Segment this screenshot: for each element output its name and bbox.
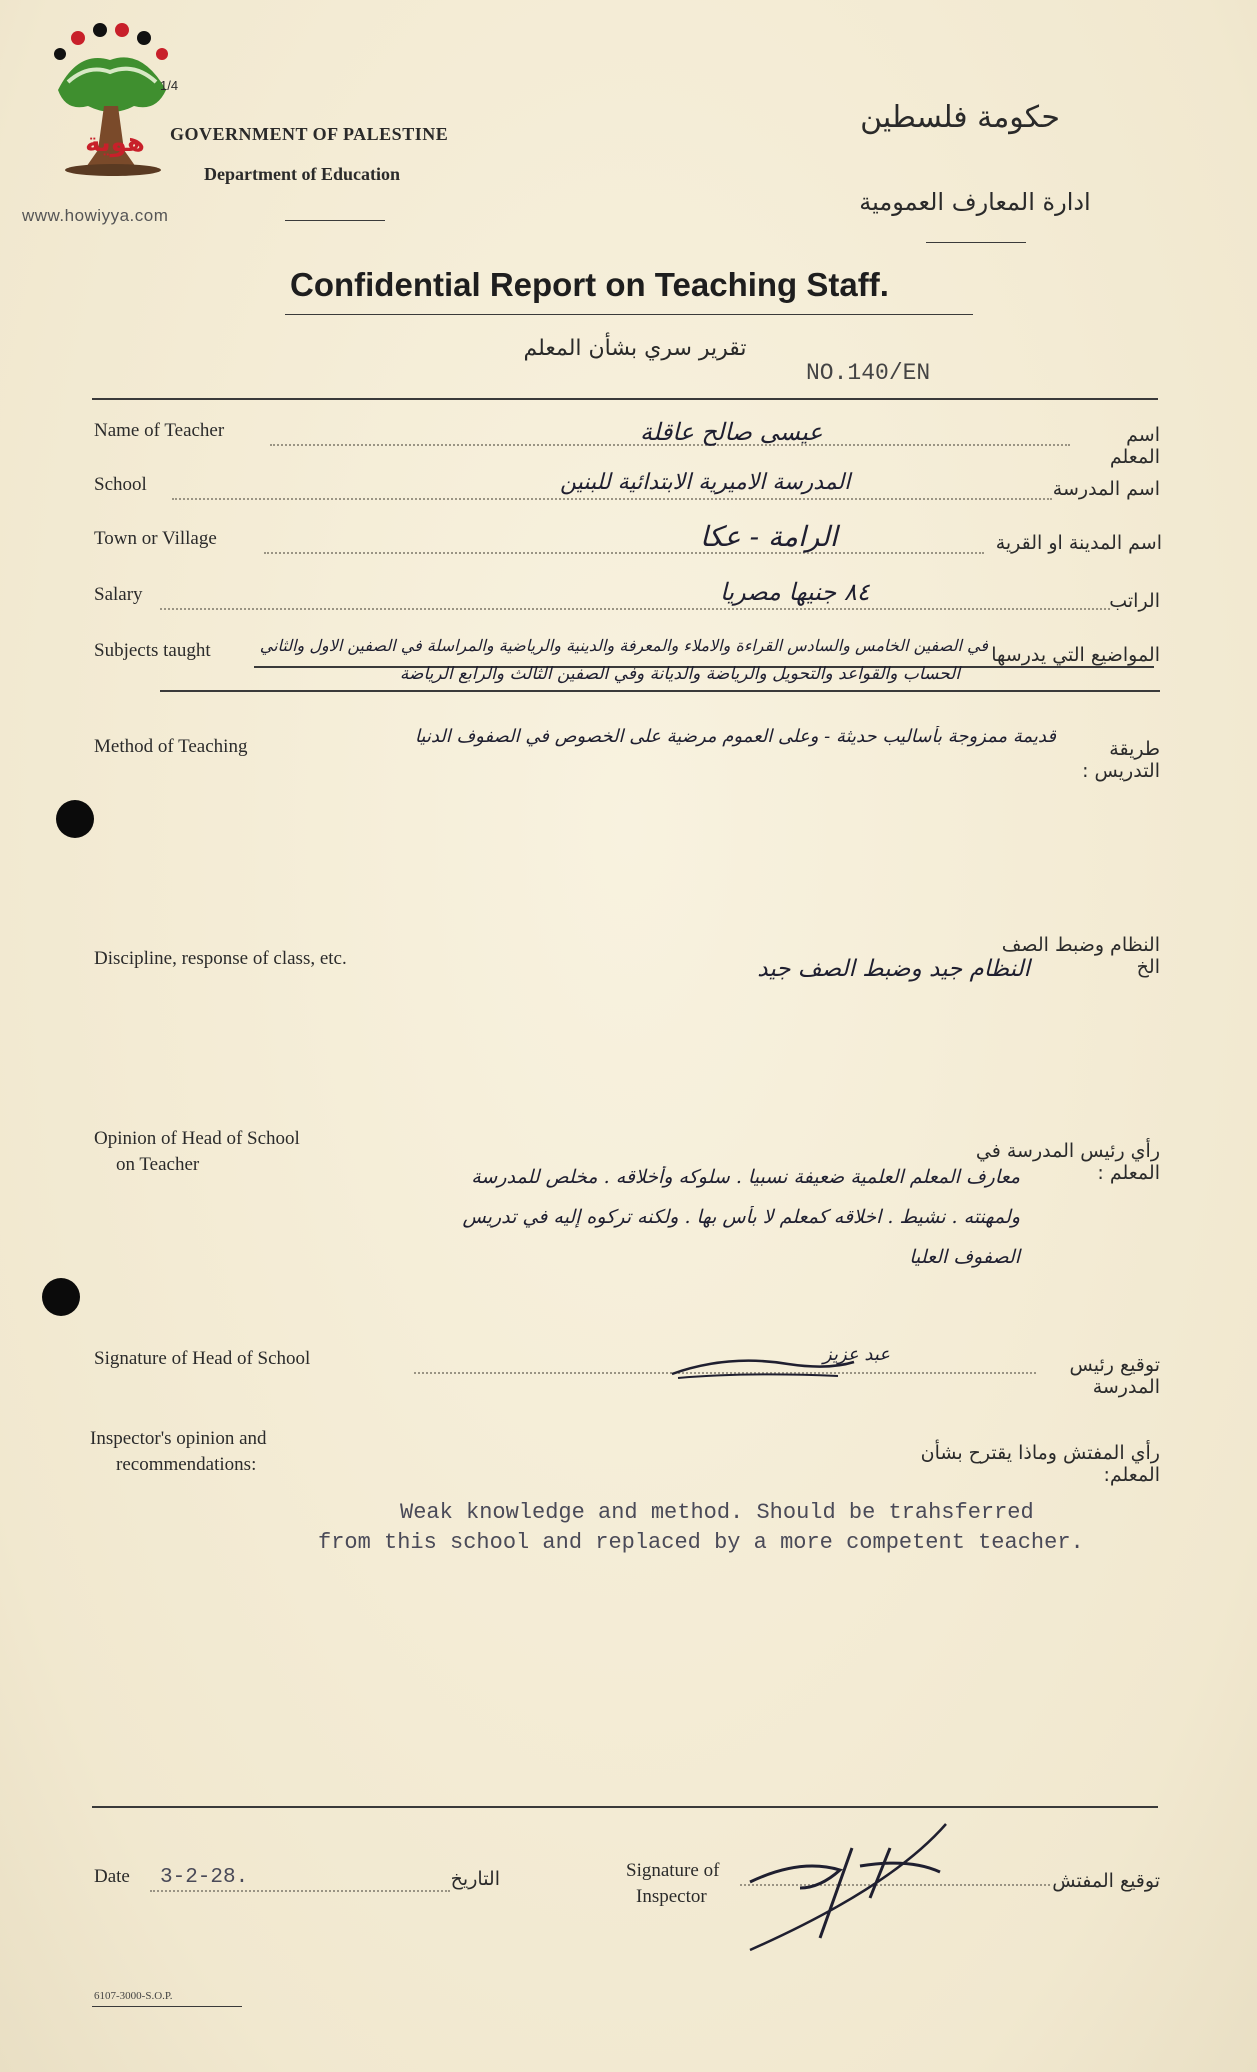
school-label-ar: اسم المدرسة <box>1052 478 1160 500</box>
dept-title-en: Department of Education <box>204 164 400 184</box>
salary-label-ar: الراتب <box>1109 590 1160 612</box>
inspector-line-1: Weak knowledge and method. Should be trahsferred <box>400 1500 1034 1525</box>
discipline-value: النظام جيد وضبط الصف جيد <box>757 956 1030 982</box>
head-opinion-label-en-2: on Teacher <box>116 1154 200 1175</box>
head-opinion-line-3: الصفوف العليا <box>909 1246 1020 1268</box>
subjects-label-en: Subjects taught <box>94 640 211 661</box>
teacher-name-value: عيسى صالح عاقلة <box>640 418 823 446</box>
head-opinion-label-ar: رأي رئيس المدرسة في المعلم : <box>975 1140 1160 1184</box>
bottom-rule <box>92 1806 1158 1808</box>
head-opinion-label-en-1: Opinion of Head of School <box>94 1128 300 1149</box>
watermark-site: www.howiyya.com <box>22 206 169 225</box>
discipline-label-en: Discipline, response of class, etc. <box>94 948 347 969</box>
title-underline <box>285 314 973 315</box>
head-opinion-line-1: معارف المعلم العلمية ضعيفة نسبيا . سلوكه وأخلاقه . مخلص للمدرسة <box>471 1166 1020 1188</box>
school-value: المدرسة الاميرية الابتدائية للبنين <box>560 470 851 495</box>
date-label-ar: التاريخ <box>450 1868 500 1890</box>
name-label-ar: اسم المعلم <box>1109 424 1160 468</box>
gov-title-en: GOVERNMENT OF PALESTINE <box>170 124 449 144</box>
report-title-en: Confidential Report on Teaching Staff. <box>290 266 889 303</box>
inspector-signature-icon <box>740 1818 970 1958</box>
header-divider-right <box>926 242 1026 243</box>
subjects-line-2: الحساب والقواعد والتحويل والرياضة والديانة وفي الصفين الثالث والرابع الرياضة <box>399 664 961 684</box>
punch-hole <box>42 1278 80 1316</box>
corner-mark: 1/4 <box>160 78 179 93</box>
inspector-signature-label-2: Inspector <box>636 1886 707 1907</box>
discipline-label-ar: النظام وضبط الصف الخ <box>1001 934 1160 978</box>
date-value: 3-2-28. <box>160 1866 249 1889</box>
report-number: NO.140/EN <box>806 360 931 386</box>
punch-hole <box>56 800 94 838</box>
top-rule <box>92 398 1158 400</box>
gov-title-ar: حكومة فلسطين <box>860 100 1060 135</box>
inspector-signature-label-ar: توقيع المفتش <box>1052 1870 1160 1892</box>
logo-text: هوية <box>85 128 145 158</box>
method-value: قديمة ممزوجة بأساليب حديثة - وعلى العموم مرضية على الخصوص في الصفوف الدنيا <box>414 726 1056 747</box>
header-divider-left <box>285 220 385 221</box>
inspector-signature-label-1: Signature of <box>626 1860 720 1881</box>
inspector-label-en-2: recommendations: <box>116 1454 257 1475</box>
inspector-label-en-1: Inspector's opinion and <box>90 1428 267 1449</box>
town-label-en: Town or Village <box>94 528 217 549</box>
report-title-ar: تقرير سري بشأن المعلم <box>523 336 747 361</box>
name-label-en: Name of Teacher <box>94 420 225 441</box>
town-label-ar: اسم المدينة او القرية <box>995 532 1162 554</box>
head-signature-stroke-icon <box>668 1350 858 1384</box>
head-signature-label-ar: توقيع رئيس المدرسة <box>1069 1354 1160 1398</box>
salary-label-en: Salary <box>94 584 143 605</box>
method-label-en: Method of Teaching <box>94 736 248 757</box>
subjects-label-ar: المواضيع التي يدرسها <box>991 644 1160 666</box>
inspector-label-ar: رأي المفتش وماذا يقترح بشأن المعلم: <box>920 1442 1160 1486</box>
head-opinion-line-2: ولمهنته . نشيط . اخلاقه كمعلم لا بأس بها . ولكنه تركوه إليه في تدريس <box>462 1206 1020 1228</box>
town-value: الرامة - عكا <box>700 520 838 553</box>
print-code: 6107-3000-S.O.P. <box>94 1990 173 2002</box>
salary-value: ٨٤ جنيها مصريا <box>720 578 870 606</box>
dept-title-ar: ادارة المعارف العمومية <box>859 188 1091 216</box>
subjects-line-1: في الصفين الخامس والسادس القراءة والاملاء والمعرفة والدينية والرياضية والمراسلة في الصفين الاول والثاني <box>259 636 988 655</box>
method-label-ar: طريقة التدريس : <box>1082 738 1160 782</box>
school-label-en: School <box>94 474 147 495</box>
date-label-en: Date <box>94 1866 130 1887</box>
head-signature-value: عبد عزيز <box>823 1344 890 1365</box>
head-signature-label-en: Signature of Head of School <box>94 1348 311 1369</box>
inspector-line-2: from this school and replaced by a more competent teacher. <box>318 1530 1084 1555</box>
howiyya-logo-icon <box>38 20 188 200</box>
